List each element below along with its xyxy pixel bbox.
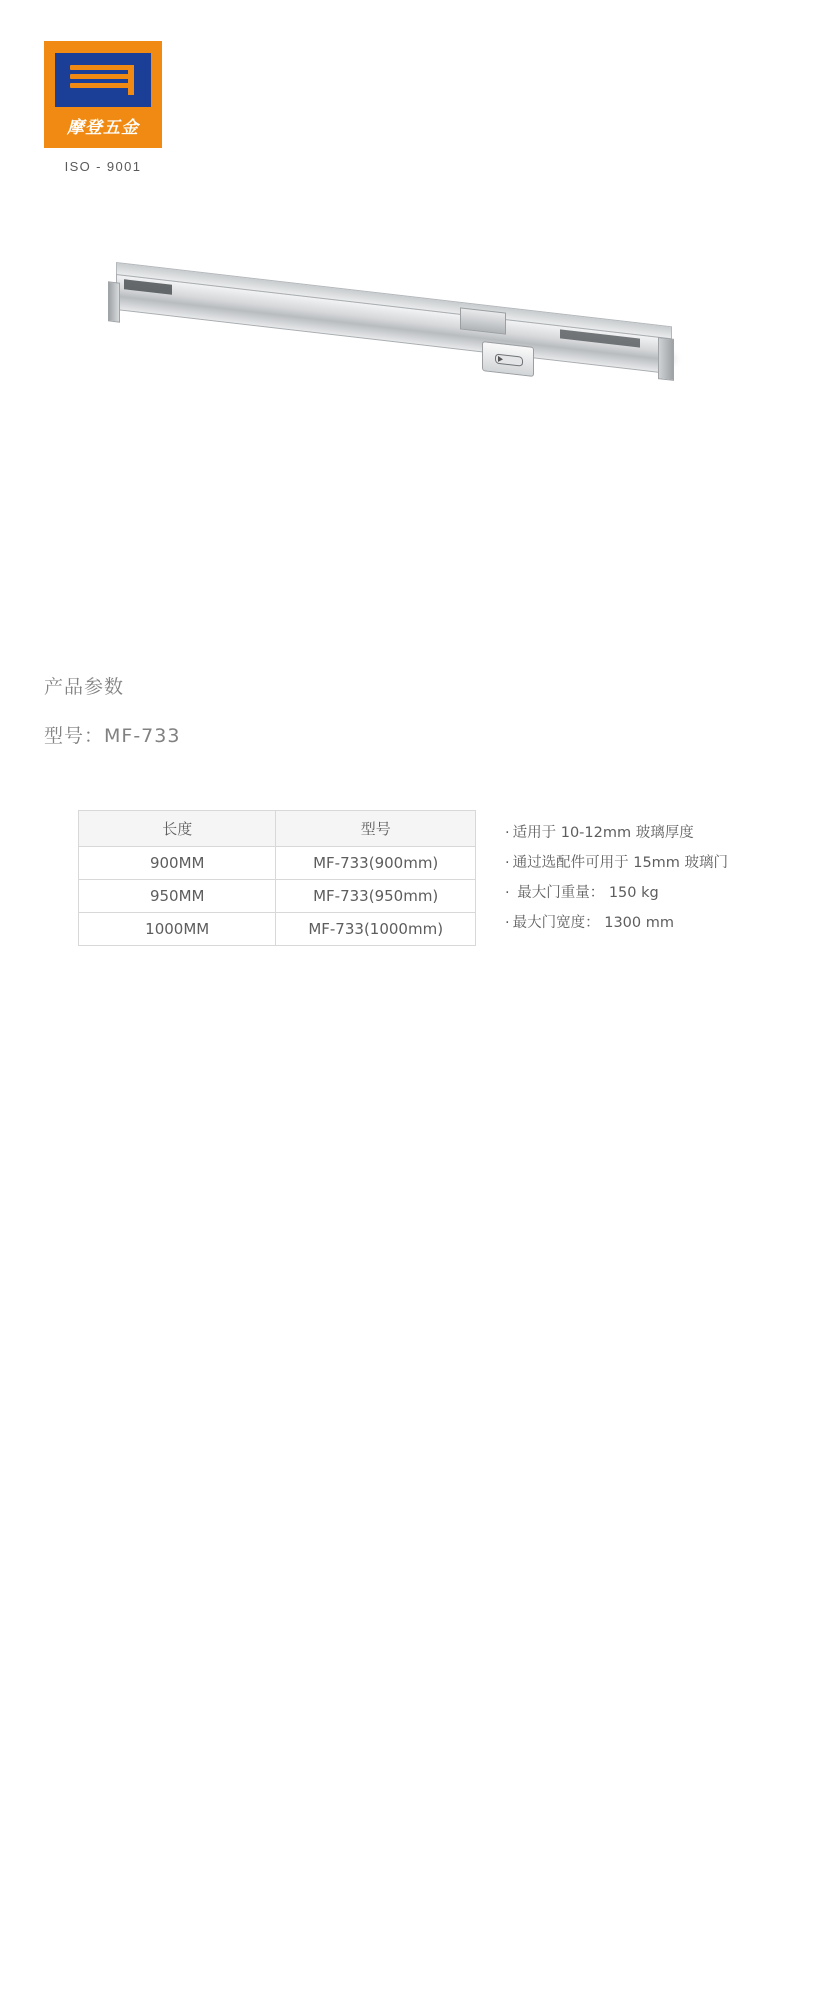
feature-text: 最大门重量： 150 kg xyxy=(512,885,659,901)
bullet-icon: · xyxy=(505,915,510,931)
product-photo xyxy=(90,260,710,430)
rail-left-endcap xyxy=(108,281,120,322)
product-rail-illustration xyxy=(90,260,710,430)
iso-certification-text: ISO - 9001 xyxy=(64,159,142,174)
keyhole-icon xyxy=(495,353,523,366)
model-number-label: 型号：MF-733 xyxy=(44,725,181,747)
list-item xyxy=(505,848,825,878)
feature-text: 适用于 10-12mm 玻璃厚度 xyxy=(512,825,694,841)
cell-length: 950MM xyxy=(79,880,276,913)
list-item xyxy=(505,908,825,938)
logo-badge xyxy=(44,41,162,148)
page-title: 产品参数 xyxy=(44,676,125,698)
list-item xyxy=(505,818,825,848)
cell-length: 1000MM xyxy=(79,913,276,946)
logo-brand-text: 摩登五金 xyxy=(67,118,139,138)
logo-stripes-icon xyxy=(64,61,142,99)
table-header-row xyxy=(79,811,476,847)
column-header-model: 型号 xyxy=(276,811,476,847)
table-row xyxy=(79,880,476,913)
bullet-icon: · xyxy=(505,825,510,841)
cell-model: MF-733(1000mm) xyxy=(276,913,476,946)
column-header-length: 长度 xyxy=(79,811,276,847)
cell-model: MF-733(900mm) xyxy=(276,847,476,880)
specification-table xyxy=(78,810,476,946)
feature-text: 最大门宽度： 1300 mm xyxy=(512,915,674,931)
bullet-icon: · xyxy=(505,885,510,901)
brand-logo-block xyxy=(44,41,162,174)
list-item xyxy=(505,878,825,908)
table-row xyxy=(79,913,476,946)
table-row xyxy=(79,847,476,880)
feature-text: 通过选配件可用于 15mm 玻璃门 xyxy=(512,855,729,871)
rail-lock-cylinder xyxy=(482,341,534,377)
bullet-icon: · xyxy=(505,855,510,871)
rail-right-endcap xyxy=(658,337,674,381)
feature-list xyxy=(505,818,825,938)
cell-length: 900MM xyxy=(79,847,276,880)
cell-model: MF-733(950mm) xyxy=(276,880,476,913)
